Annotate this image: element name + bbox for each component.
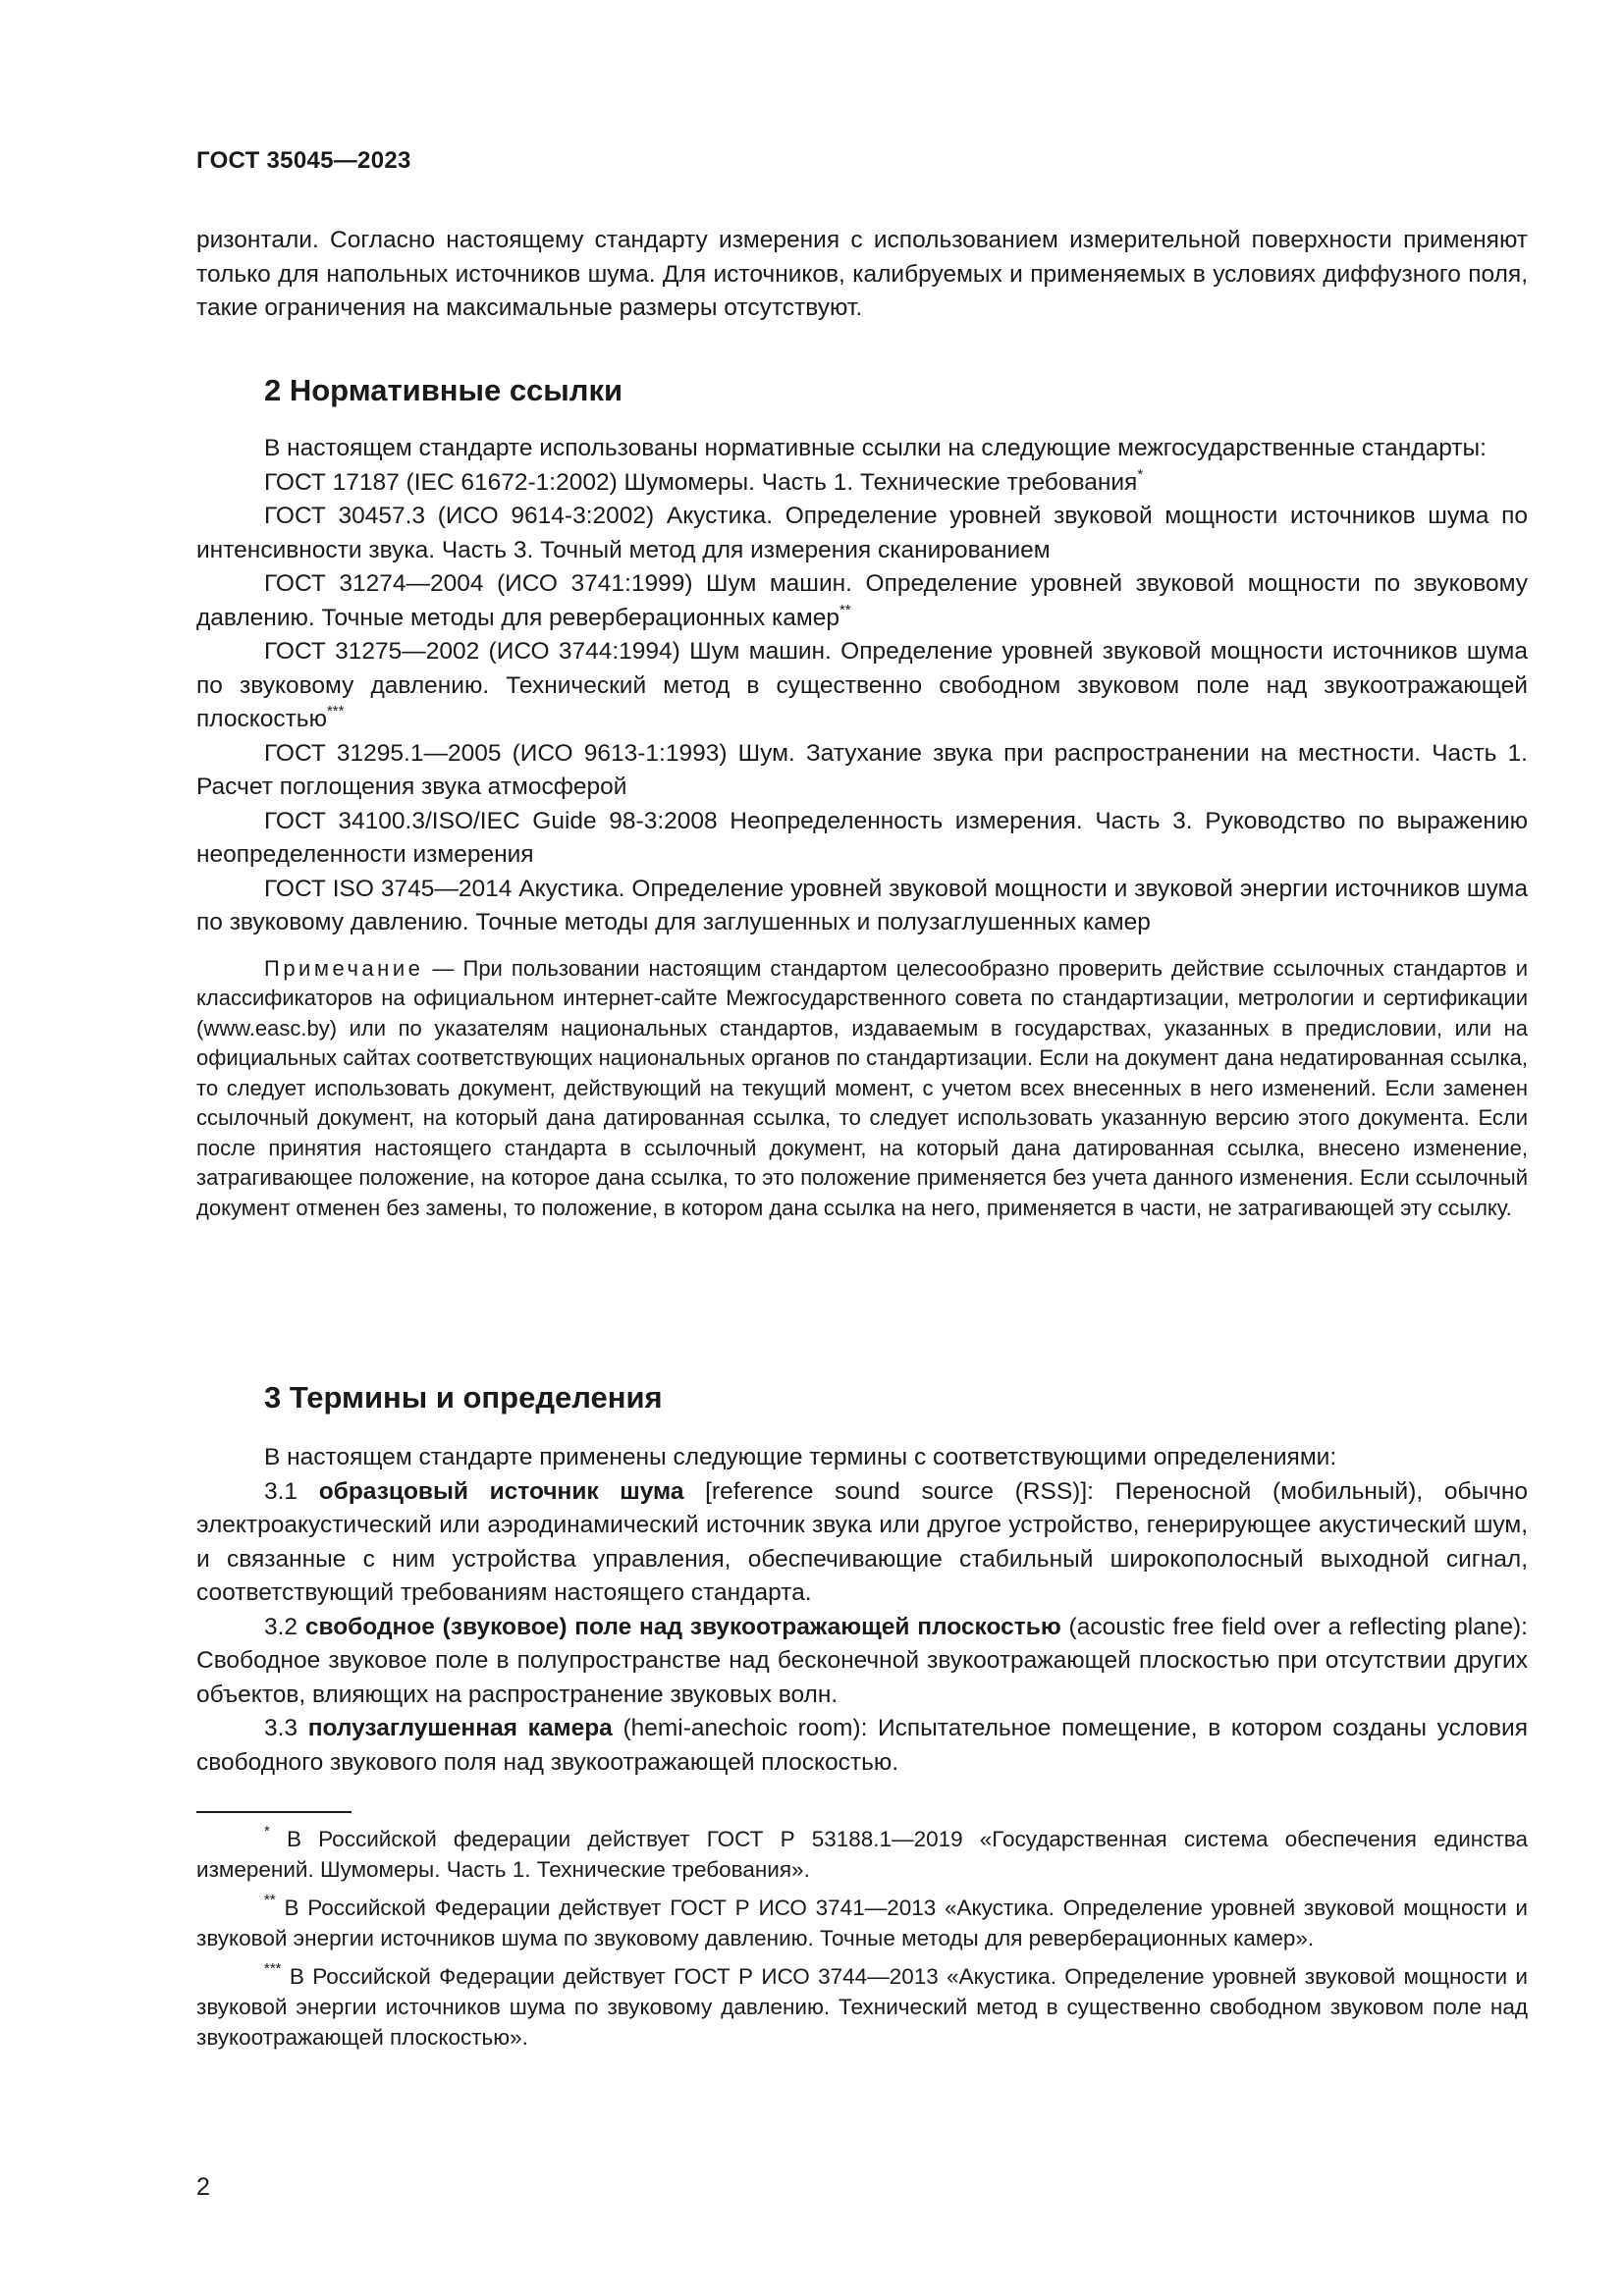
page-number: 2 <box>196 2173 210 2201</box>
footnotes <box>196 1824 1528 2053</box>
note-block <box>196 954 1528 1224</box>
normative-ref: ГОСТ 17187 (IEC 61672-1:2002) Шумомеры. Часть 1. Технические требования* <box>264 465 1144 496</box>
term-name: полузаглушенная камера <box>307 1715 613 1741</box>
document-id-header: ГОСТ 35045—2023 <box>196 147 411 174</box>
intro-paragraph: ризонтали. Согласно настоящему стандарту измерения с использованием измерительной поверхности применяют только для напольных источников шума. Для источников, калибруемых и применяемых в условиях диффузного поля, такие ограничения на максимальные размеры отсутствуют. <box>196 227 1528 321</box>
intro-paragraph-block <box>196 224 1528 326</box>
term-definition: 3.2 свободное (звуковое) поле над звукоотражающей плоскостью (acoustic free field over a reflecting plane): Свободное звуковое поле в полупространстве над бесконечной звукоотражающей плоскостью при отсутствии других объектов, влияющих на распространение звуковых волн. <box>196 1613 1528 1708</box>
term-definition: 3.3 полузаглушенная камера (hemi-anechoic room): Испытательное помещение, в котором созданы условия свободного звукового поля над звукоотражающей плоскостью. <box>196 1715 1528 1776</box>
section-2-heading: 2 Нормативные ссылки <box>264 373 623 407</box>
section-3 <box>196 1378 1528 1780</box>
term-name: образцовый источник шума <box>318 1477 684 1505</box>
footnote: ** В Российской Федерации действует ГОСТ Р ИСО 3741—2013 «Акустика. Определение уровней звуковой мощности и звуковой энергии источников шума по звуковому давлению. Точные методы для реверберационных камер». <box>196 1892 1528 1950</box>
note-label: Примечание <box>264 955 424 981</box>
footnote-marker: ** <box>839 601 851 618</box>
normative-ref: ГОСТ 30457.3 (ИСО 9614-3:2002) Акустика. Определение уровней звуковой мощности источников шума по интенсивности звука. Часть 3. Точный метод для измерения сканированием <box>196 503 1528 563</box>
footnote-marker: * <box>1137 465 1144 483</box>
term-name: свободное (звуковое) поле над звукоотражающей плоскостью <box>304 1613 1061 1640</box>
footnote-marker: ** <box>264 1892 276 1908</box>
footnote-marker: *** <box>326 703 345 720</box>
footnote: * В Российской федерации действует ГОСТ Р 53188.1—2019 «Государственная система обеспечения единства измерений. Шумомеры. Часть 1. Технические требования». <box>196 1823 1528 1882</box>
normative-ref: ГОСТ ISO 3745—2014 Акустика. Определение уровней звуковой мощности и звуковой энергии источников шума по звуковому давлению. Точные методы для заглушенных и полузаглушенных камер <box>196 875 1528 935</box>
term-definition: 3.1 образцовый источник шума [reference sound source (RSS)]: Переносной (мобильный), обычно электроакустический или аэродинамический источник звука или другое устройство, генерирующее акустический шум, и связанные с ним устройства управления, обеспечивающие стабильный широкополосный выходной сигнал, соответствующий требованиям настоящего стандарта. <box>196 1477 1529 1606</box>
footnote-marker: * <box>264 1823 270 1840</box>
section-3-lead: В настоящем стандарте применены следующие термины с соответствующими определениями: <box>264 1444 1337 1470</box>
section-2-lead: В настоящем стандарте использованы нормативные ссылки на следующие межгосударственные стандарты: <box>264 435 1487 461</box>
note-paragraph <box>196 954 1528 1224</box>
section-3-heading: 3 Термины и определения <box>264 1380 663 1415</box>
footnote-marker: *** <box>264 1960 282 1977</box>
footnote: *** В Российской Федерации действует ГОСТ Р ИСО 3744—2013 «Акустика. Определение уровней звуковой мощности и звуковой энергии источников шума по звуковому давлению. Технический метод в существенно свободном звуковом поле над звукоотражающей плоскостью». <box>196 1960 1528 2050</box>
normative-ref: ГОСТ 34100.3/ISO/IEC Guide 98-3:2008 Неопределенность измерения. Часть 3. Руководство по выражению неопределенности измерения <box>196 807 1528 868</box>
note-text: — При пользовании настоящим стандартом целесообразно проверить действие ссылочных стандартов и классификаторов на официальном интернет-сайте Межгосударственного совета по стандартизации, метрологии и сертификации (www.easc.by) или по указателям национальных стандартов, издаваемым в государствах, указанных в предисловии, или на официальных сайтах соответствующих национальных органов по стандартизации. Если на документ дана недатированная ссылка, то следует использовать документ, действующий на текущий момент, с учетом всех внесенных в него изменений. Если заменен ссылочный документ, на который дана датированная ссылка, то следует использовать указанную версию этого документа. Если после принятия настоящего стандарта в ссылочный документ, на который дана датированная ссылка, внесено изменение, затрагивающее положение, на которое дана ссылка, то это положение применяется без учета данного изменения. Если ссылочный документ отменен без замены, то положение, в котором дана ссылка на него, применяется в части, не затрагивающей эту ссылку. <box>196 955 1528 1220</box>
normative-ref: ГОСТ 31275—2002 (ИСО 3744:1994) Шум машин. Определение уровней звуковой мощности источников шума по звуковому давлению. Технический метод в существенно свободном звуковом поле над звукоотражающей плоскостью*** <box>196 638 1528 732</box>
section-2 <box>196 371 1528 1223</box>
normative-ref: ГОСТ 31295.1—2005 (ИСО 9613-1:1993) Шум. Затухание звука при распространении на местности. Часть 1. Расчет поглощения звука атмосферой <box>196 739 1528 800</box>
normative-ref: ГОСТ 31274—2004 (ИСО 3741:1999) Шум машин. Определение уровней звуковой мощности по звуковому давлению. Точные методы для реверберационных камер** <box>196 570 1528 631</box>
footnote-separator <box>196 1811 352 1813</box>
